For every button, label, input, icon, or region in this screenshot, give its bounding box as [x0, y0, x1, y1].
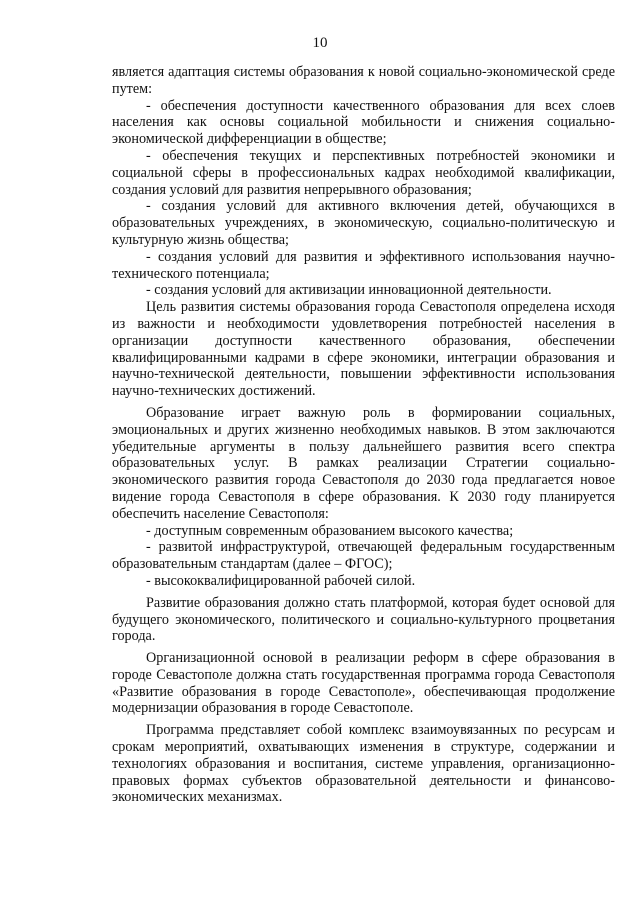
- paragraph-state-program: Организационной основой в реализации реформ в сфере образования в городе Севастополе должна стать государственная программа города Севастополя «Развитие образования в городе Севастополе», обеспечивающая продолжение модернизации образования в городе Севастополе.: [112, 650, 615, 717]
- paragraph-goal: Цель развития системы образования города Севастополя определена исходя из важности и необходимости удовлетворения потребностей населения в организации доступности качественного образования, обеспечении квалифицированными кадрами в сфере экономики, интеграции образования и научно-технической деятельности, повышении эффективности использования научно-технических достижений.: [112, 299, 615, 400]
- paragraph-role-of-education: Образование играет важную роль в формировании социальных, эмоциональных и других жизненно необходимых навыков. В этом заключаются убедительные аргументы в пользу дальнейшего развития всего спектра образовательных услуг. В рамках реализации Стратегии социально-экономического развития города Севастополя до 2030 года предлагается новое видение города Севастополя в сфере образования. К 2030 году планируется обеспечить население Севастополя:: [112, 404, 615, 522]
- list-item-children-inclusion: - создания условий для активного включения детей, обучающихся в образовательных учреждениях, в экономическую, социально-политическую и культурную жизнь общества;: [112, 198, 615, 248]
- list-item-economic-needs: - обеспечения текущих и перспективных потребностей экономики и социальной сферы в профессиональных кадрах необходимой квалификации, создания условий для развития непрерывного образования;: [112, 147, 615, 198]
- paragraph-platform: Развитие образования должно стать платформой, которая будет основой для будущего экономического, политического и социально-культурного процветания города.: [112, 594, 615, 645]
- list-item-infrastructure: - развитой инфраструктурой, отвечающей федеральным государственным образовательным стандартам (далее – ФГОС);: [112, 539, 615, 573]
- list-item-accessibility: - обеспечения доступности качественного образования для всех слоев населения как основы социальной мобильности и снижения социально-экономической дифференциации в обществе;: [112, 97, 615, 148]
- page-number: 10: [312, 35, 328, 51]
- paragraph-continuation: является адаптация системы образования к новой социально-экономической среде путем:: [112, 64, 615, 97]
- list-item-scientific-potential: - создания условий для развития и эффективного использования научно-технического потенциала;: [112, 248, 615, 282]
- body-text: [112, 64, 615, 806]
- list-item-innovation: - создания условий для активизации инновационной деятельности.: [146, 282, 552, 299]
- list-item-modern-education: - доступным современным образованием высокого качества;: [146, 522, 514, 539]
- paragraph-program-complex: Программа представляет собой комплекс взаимоувязанных по ресурсам и срокам мероприятий, охватывающих изменения в структуре, содержании и технологиях образования и воспитания, системе управления, организационно-правовых формах субъектов образовательной деятельности и финансово-экономических механизмах.: [112, 722, 615, 806]
- list-item-workforce: - высококвалифицированной рабочей силой.: [146, 572, 416, 589]
